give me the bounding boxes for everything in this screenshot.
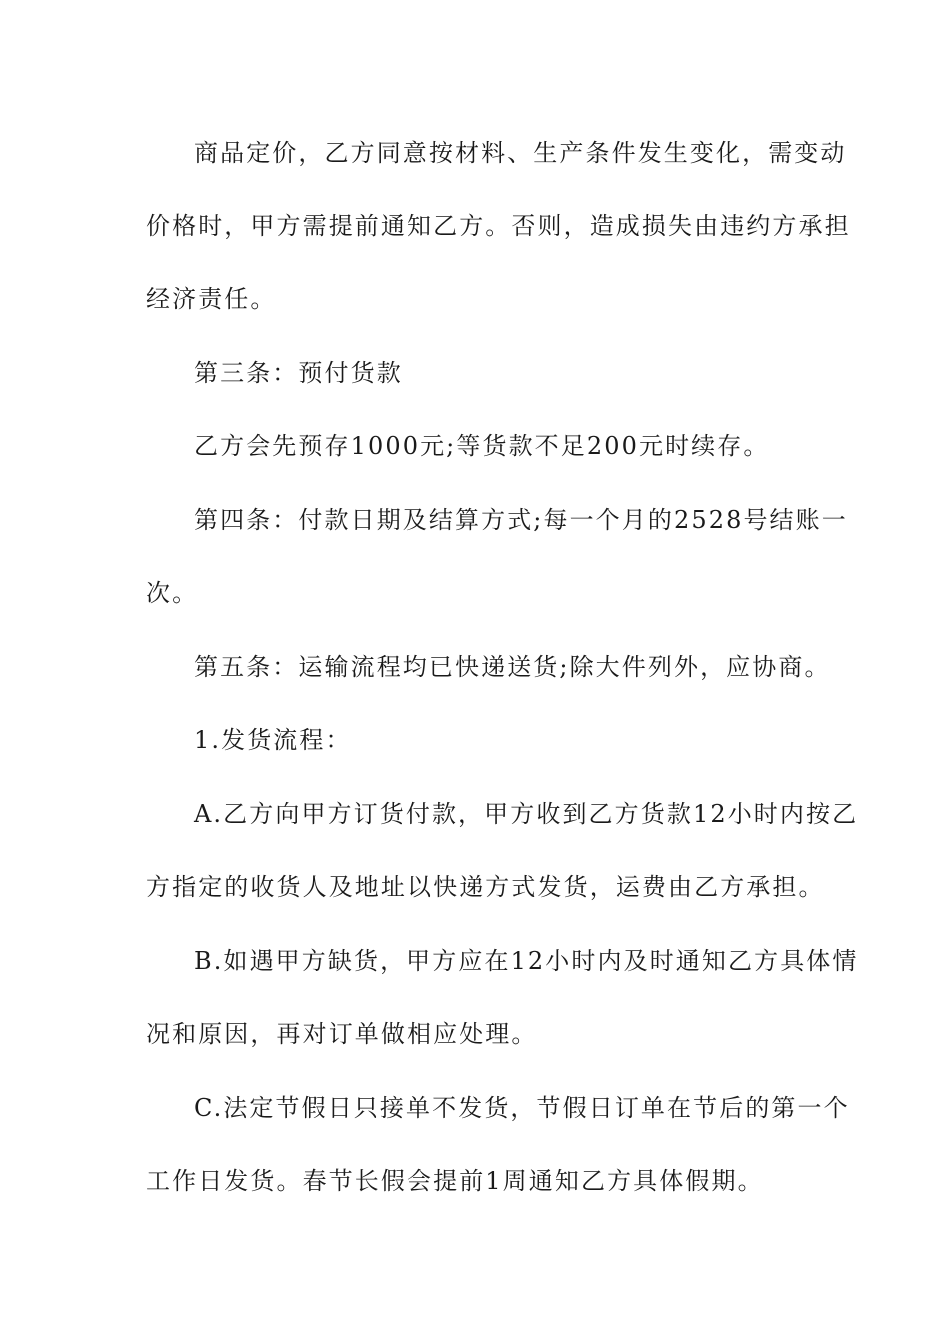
paragraph-line: 方指定的收货人及地址以快递方式发货，运费由乙方承担。: [146, 873, 825, 901]
paragraph-line: 商品定价，乙方同意按材料、生产条件发生变化，需变动: [194, 139, 847, 167]
paragraph-line: 次。: [146, 579, 199, 607]
list-heading: 1.发货流程：: [194, 726, 352, 754]
list-item-c: C.法定节假日只接单不发货，节假日订单在节后的第一个: [194, 1094, 850, 1122]
list-item-a: A.乙方向甲方订货付款，甲方收到乙方货款12小时内按乙: [194, 800, 859, 828]
paragraph-line: 况和原因，再对订单做相应处理。: [146, 1020, 538, 1048]
list-item-b: B.如遇甲方缺货，甲方应在12小时内及时通知乙方具体情: [194, 947, 859, 975]
paragraph-line: 经济责任。: [146, 285, 277, 313]
section-heading: 第五条：运输流程均已快递送货;除大件列外，应协商。: [194, 653, 831, 681]
section-heading: 第四条：付款日期及结算方式;每一个月的2528号结账一: [194, 506, 848, 534]
paragraph-line: 乙方会先预存1000元;等货款不足200元时续存。: [194, 432, 770, 460]
paragraph-line: 工作日发货。春节长假会提前1周通知乙方具体假期。: [146, 1167, 764, 1195]
section-heading: 第三条：预付货款: [194, 359, 403, 387]
paragraph-line: 价格时，甲方需提前通知乙方。否则，造成损失由违约方承担: [146, 212, 851, 240]
